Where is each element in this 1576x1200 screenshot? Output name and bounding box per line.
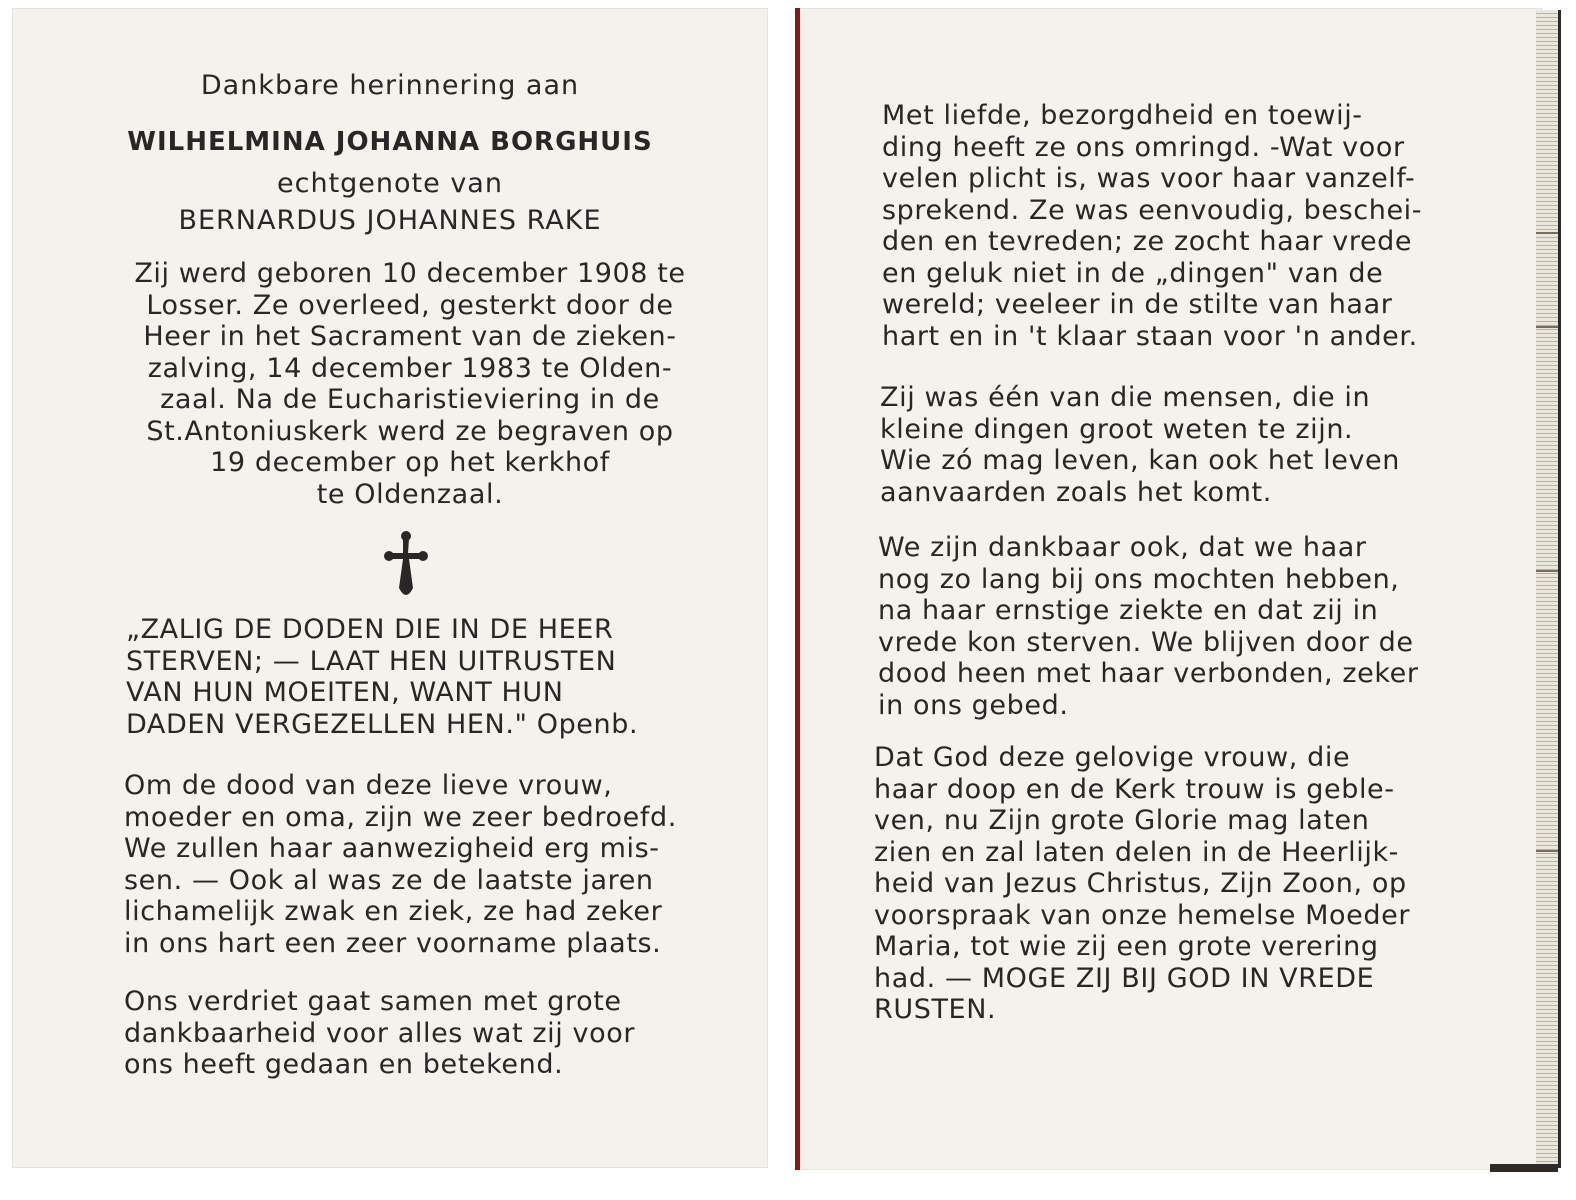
thankfulness-paragraph: We zijn dankbaar ook, dat we haar nog zo lang bij ons mochten hebben, na haar ernstige ziekte en dat zij in vrede kon sterven. We blijven door de dood heen met haar verbonden, zeker in ons gebed. <box>878 532 1419 721</box>
character-paragraph: Met liefde, bezorgdheid en toewij- ding heeft ze ons omringd. -Wat voor velen plicht is, was voor haar vanzelf- sprekend. Ze was eenvoudig, beschei- den en tevreden; ze zocht haar vrede en geluk niet in de „dingen" van de wereld; veeleer in de stilte van haar hart en in 't klaar staan voor 'n ander. <box>882 100 1423 352</box>
humility-paragraph: Zij was één van die mensen, die in kleine dingen groot weten te zijn. Wie zó mag leven, kan ook het leven aanvaarden zoals het komt. <box>880 382 1400 508</box>
prayer-paragraph: Dat God deze gelovige vrouw, die haar doop en de Kerk trouw is geble- ven, nu Zijn grote Glorie mag laten zien en zal laten delen in de Heerlijk- heid van Jezus Christus, Zijn Zoon, op voorspraak van onze hemelse Moeder Maria, tot wie zij een grote verering had. — MOGE ZIJ BIJ GOD IN VREDE RUSTEN. <box>874 742 1411 1025</box>
biography-paragraph: Zij werd geboren 10 december 1908 te Losser. Ze overleed, gesterkt door de Heer in het Sacrament van de zieken- zalving, 14 december 1983 te Olden- zaal. Na de Eucharistieviering in de St.Antoniuskerk werd ze begraven op 19 december op het kerkhof te Oldenzaal. <box>134 258 686 510</box>
cross-icon <box>384 530 428 602</box>
deceased-name: WILHELMINA JOHANNA BORGHUIS <box>127 127 653 157</box>
scripture-quote: „ZALIG DE DODEN DIE IN DE HEER STERVEN; — LAAT HEN UITRUSTEN VAN HUN MOEITEN, WANT HUN DADEN VERGEZELLEN HEN." Openb. <box>126 614 639 740</box>
grief-paragraph: Om de dood van deze lieve vrouw, moeder en oma, zijn we zeer bedroefd. We zullen haar aanwezigheid erg mis- sen. — Ook al was ze de laatste jaren lichamelijk zwak en ziek, ze had zeker in ons hart een zeer voorname plaats. <box>124 770 677 959</box>
memorial-heading: Dankbare herinnering aan <box>200 70 580 101</box>
relation-text: echtgenote van <box>277 168 503 199</box>
spouse-name: BERNARDUS JOHANNES RAKE <box>178 205 602 236</box>
gratitude-paragraph: Ons verdriet gaat samen met grote dankbaarheid voor alles wat zij voor ons heeft gedaan en betekend. <box>124 986 636 1080</box>
card-edge-stack <box>1536 10 1561 1168</box>
card-shadow <box>1490 1164 1558 1172</box>
